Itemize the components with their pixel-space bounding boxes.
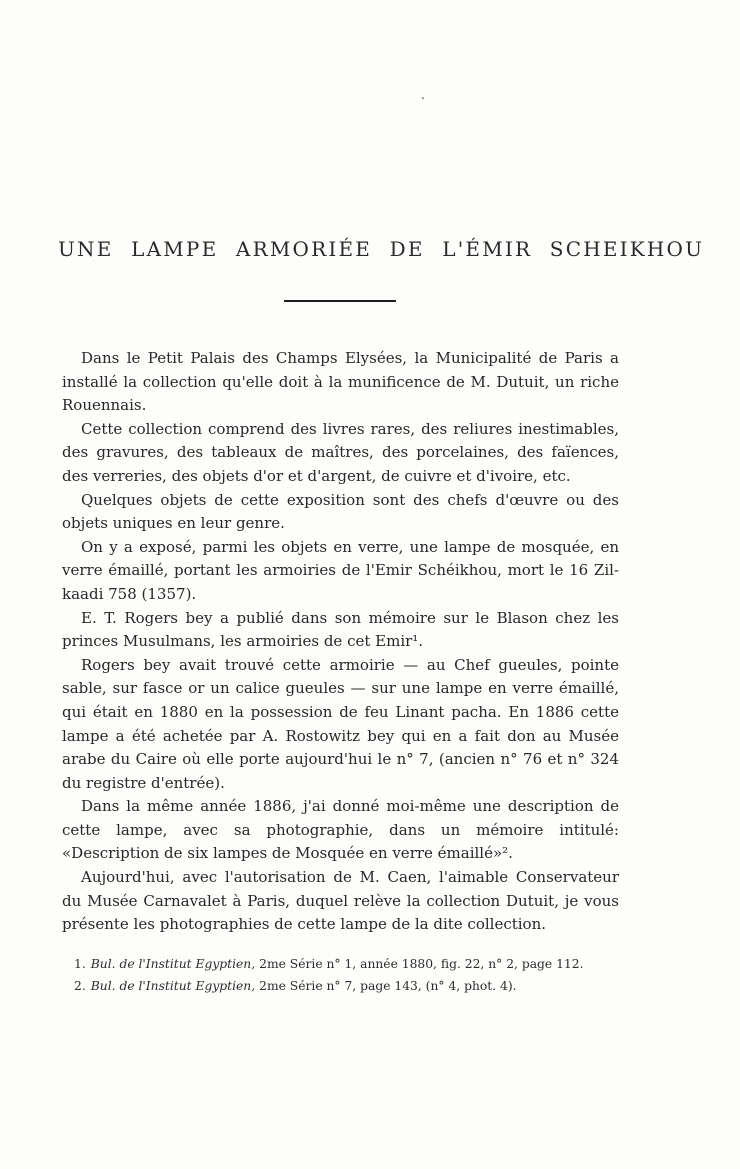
footnote-citation-detail: 2me Série n° 7, page 143, (n° 4, phot. 4). [259, 979, 517, 993]
paragraph: Cette collection comprend des livres rares, des reliures inestimables, des gravures, des tableaux de maîtres, des porcelaines, des faïences, des verreries, des objets d'or et d'argent, de cuivre et d'ivoire, etc. [62, 419, 619, 485]
paragraph: Dans la même année 1886, j'ai donné moi-même une description de cette lampe, avec sa photographie, dans un mémoire intitulé: «Description de six lampes de Mosquée en verre émaillé»². [62, 797, 619, 863]
paragraph: On y a exposé, parmi les objets en verre, une lampe de mosquée, en verre émaillé, portant les armoiries de l'Emir Schéikhou, mort le 16 Zil-kaadi 758 (1357). [62, 537, 619, 603]
article-title: UNE LAMPE ARMORIÉE DE L'ÉMIR SCHEIKHOU [58, 237, 705, 261]
footnotes-block [74, 953, 620, 997]
paragraph: Rogers bey avait trouvé cette armoirie — au Chef gueules, pointe sable, sur fasce or un calice gueules — sur une lampe en verre émaillé, qui était en 1880 en la possession de feu Linant pacha. En 1886 cette lampe a été achetée par A. Rostowitz bey qui en a fait don au Musée arabe du Caire où elle porte aujourd'hui le n° 7, (ancien n° 76 et n° 324 du registre d'entrée). [62, 655, 619, 792]
footnote-number: 2. [74, 979, 86, 993]
article-body [62, 347, 619, 937]
paragraph: E. T. Rogers bey a publié dans son mémoire sur le Blason chez les princes Musulmans, les armoiries de cet Emir¹. [62, 608, 619, 651]
paragraph: Dans le Petit Palais des Champs Elysées, la Municipalité de Paris a installé la collection qu'elle doit à la munificence de M. Dutuit, un riche Rouennais. [62, 349, 619, 415]
footnote-2 [74, 975, 620, 997]
footnote-citation-detail: 2me Série n° 1, année 1880, fig. 22, n° 2, page 112. [259, 957, 584, 971]
title-divider-rule [284, 300, 396, 302]
paragraph: Aujourd'hui, avec l'autorisation de M. Caen, l'aimable Conservateur du Musée Carnavalet à Paris, duquel relève la collection Dutuit, je vous présente les photographies de cette lampe de la dite collection. [62, 868, 619, 934]
paragraph: Quelques objets de cette exposition sont des chefs d'œuvre ou des objets uniques en leur genre. [62, 490, 619, 533]
footnote-number: 1. [74, 957, 86, 971]
footnote-1 [74, 953, 620, 975]
footnote-source-title: Bul. de l'Institut Egyptien, [90, 957, 256, 971]
print-artifact-mark: . [421, 88, 425, 102]
footnote-source-title: Bul. de l'Institut Egyptien, [90, 979, 256, 993]
